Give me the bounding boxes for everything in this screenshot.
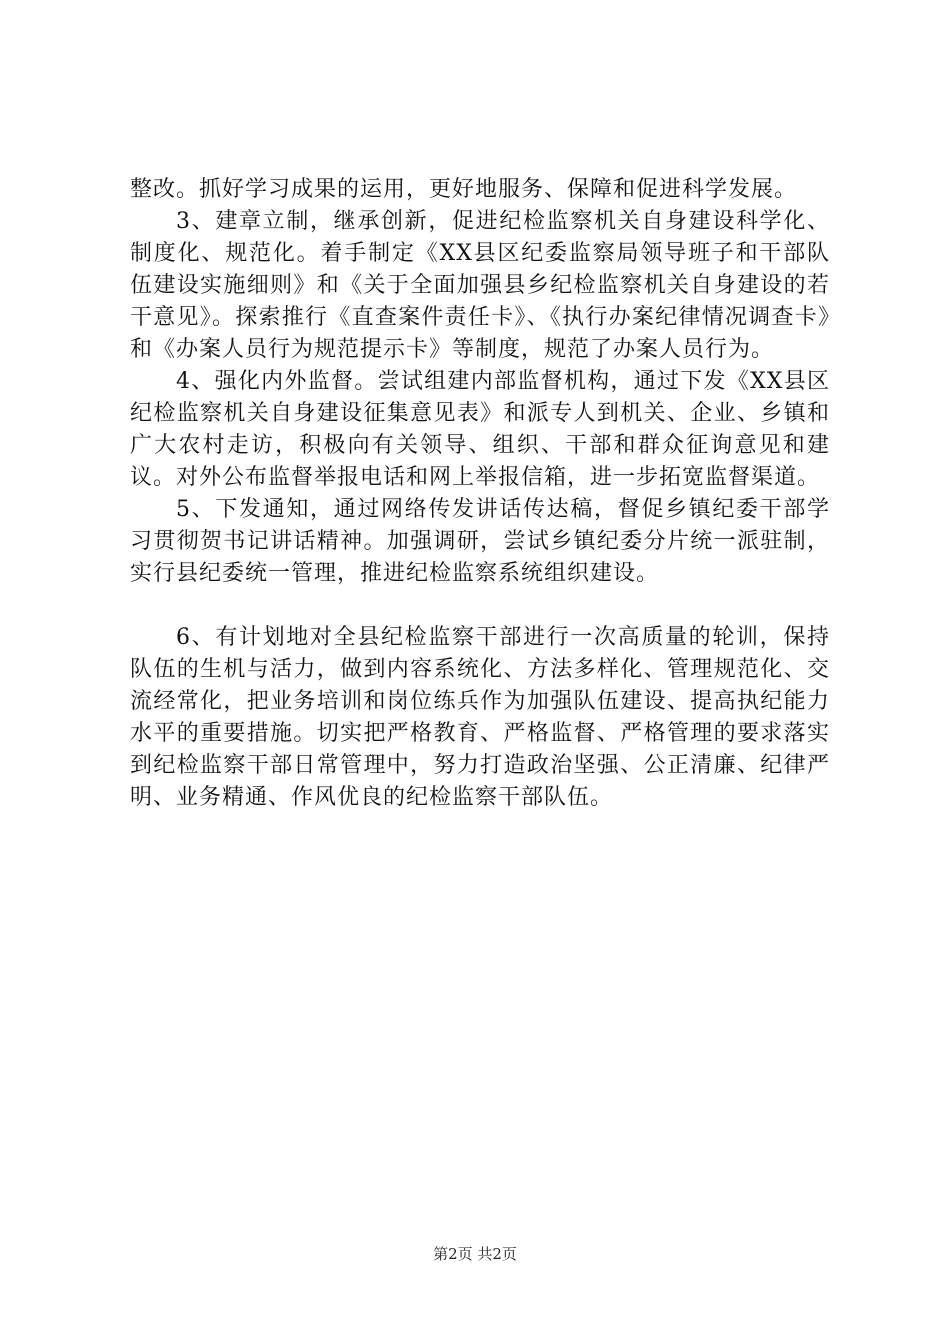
document-body	[130, 174, 830, 814]
paragraph-spacer	[130, 590, 830, 622]
paragraph-item-6: 6、有计划地对全县纪检监察干部进行一次高质量的轮训，保持队伍的生机与活力，做到内容系统化、方法多样化、管理规范化、交流经常化，把业务培训和岗位练兵作为加强队伍建设、提高执纪能力水平的重要措施。切实把严格教育、严格监督、严格管理的要求落实到纪检监察干部日常管理中，努力打造政治坚强、公正清廉、纪律严明、业务精通、作风优良的纪检监察干部队伍。	[130, 625, 830, 810]
paragraph-item-5: 5、下发通知，通过网络传发讲话传达稿，督促乡镇纪委干部学习贯彻贺书记讲话精神。加强调研，尝试乡镇纪委分片统一派驻制，实行县纪委统一管理，推进纪检监察系统组织建设。	[130, 497, 830, 586]
paragraph-continuation: 整改。抓好学习成果的运用，更好地服务、保障和促进科学发展。	[130, 177, 798, 202]
paragraph-item-3: 3、建章立制，继承创新，促进纪检监察机关自身建设科学化、制度化、规范化。着手制定《XX县区纪委监察局领导班子和干部队伍建设实施细则》和《关于全面加强县乡纪检监察机关自身建设的若干意见》。探索推行《直查案件责任卡》、《执行办案纪律情况调查卡》和《办案人员行为规范提示卡》等制度，规范了办案人员行为。	[130, 209, 830, 362]
page-number-footer: 第2页 共2页	[433, 1245, 517, 1263]
paragraph-item-4: 4、强化内外监督。尝试组建内部监督机构，通过下发《XX县区纪检监察机关自身建设征集意见表》和派专人到机关、企业、乡镇和广大农村走访，积极向有关领导、组织、干部和群众征询意见和建议。对外公布监督举报电话和网上举报信箱，进一步拓宽监督渠道。	[130, 369, 830, 490]
